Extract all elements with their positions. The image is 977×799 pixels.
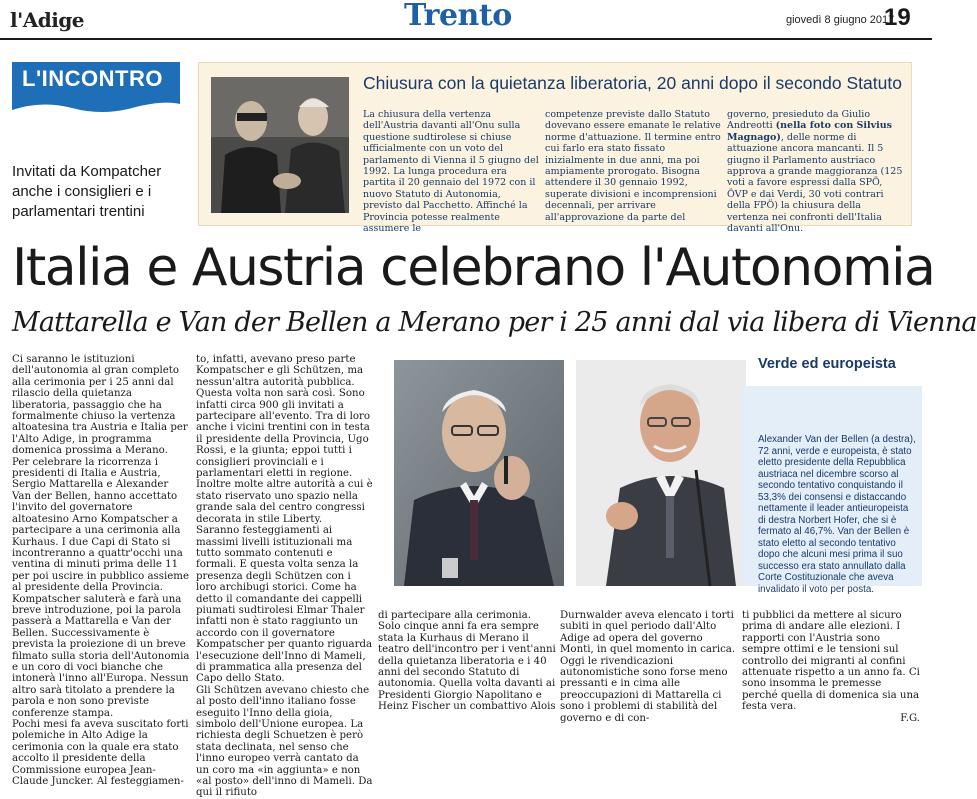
masthead (0, 0, 932, 38)
paragraph: Saranno festeggiamenti ai massimi livelli istituzionali ma tutto sommato contenuti e formali. E questa volta senza la presenza degli Schützen con i loro archibugi storici. Come ha detto il comandante dei cappelli piumati sudtirolesi Elmar Thaler infatti non è stato raggiunto un accordo con il governatore Kompatscher per quanto riguarda l'esecuzione dell'Inno di Mameli, di prammatica alla presenza del Capo dello Stato. (196, 525, 373, 685)
photo-illustration (211, 77, 349, 213)
body-column-5-text (742, 610, 920, 713)
header-rule (0, 38, 932, 40)
body-column-2 (196, 354, 374, 799)
wave-decoration (12, 98, 180, 118)
box-column-3 (727, 109, 903, 234)
paragraph: ti pubblici da mettere al sicuro prima di andare alle elezioni. I rapporti con l'Austria sono sempre ottimi e le tensioni sul controllo dei migranti al confini attenuate rispetto a un anno fa. Ci sono insomma le premesse perché quella di domenica sia una festa vera. (742, 610, 920, 713)
box-column-2: competenze previste dallo Statuto dovevano essere emanate le relative norme d'attuazione. Il termine entro cui farlo era stato fissato inizialmente in due anni, ma poi ampiamente prorogato. Bisogna attendere il 30 gennaio 1992, superate divisioni e incomprensioni decennali, per arrivare all'approvazione da parte del (545, 109, 721, 223)
section-label: L'INCONTRO (22, 66, 163, 91)
section-label-box (12, 62, 180, 118)
paragraph: Gli Schützen avevano chiesto che al posto dell'inno italiano fosse eseguito l'Inno della gioia, simbolo dell'Unione europea. La richiesta degli Schuetzen è però stata declinata, nel senso che l'inno europeo verrà cantato da un coro ma «in aggiunta» e non «al posto» dell'inno di Mameli. Da qui il rifiuto (196, 684, 373, 799)
paragraph: to, infatti, avevano preso parte Kompatscher e gli Schützen, ma nessun'altra autorità pubblica. Questa volta non sarà così. Sono infatti circa 900 gli invitati a partecipare all'evento. Tra di loro anche i vicini trentini con in testa il presidente della Provincia, Ugo Rossi, e la giunta; eppoi tutti i consiglieri provinciali e i parlamentari eletti in regione. Inoltre molte altre autorità a cui è stato riservato uno spazio nella grande sala del centro congressi decorata in stile Liberty. (196, 354, 373, 525)
author-signature: F.G. (900, 712, 920, 724)
side-headline: Invitati da Kompatcher anche i consiglieri e i parlamentari trentini (12, 163, 162, 220)
page-number: 19 (884, 4, 911, 31)
body-column-4 (560, 610, 738, 724)
paragraph: di partecipare alla cerimonia. (378, 610, 531, 621)
mattarella-photo (394, 360, 564, 586)
paper-name: l'Adige (10, 8, 85, 32)
caption-text: Alexander Van der Bellen (a destra), 72 anni, verde e europeista, è stato eletto presidente della Repubblica austriaca nel dicembre scorso al secondo tentativo conquistando il 53,3% dei consensi e distaccando nettamente il leader antieuropeista di destra Norbert Hofer, che si è fermato al 46,7%. Van der Bellen è stato eletto al secondo tentativo dopo che alcuni mesi prima il suo successo era stato annullato dalla Corte Costituzionale che aveva invalidato il voto per posta. (758, 434, 916, 595)
sub-headline: Mattarella e Van der Bellen a Merano per i 25 anni dal via libera di Vienna (12, 307, 977, 338)
body-column-1 (12, 354, 190, 787)
andreotti-magnago-photo (211, 77, 349, 213)
box-column-1: La chiusura della vertenza dell'Austria davanti all'Onu sulla questione sudtirolese si chiuse ufficialmente con un voto del parlamento di Vienna il 5 giugno del 1992. La lunga procedura era partita il 20 gennaio del 1972 con il nuovo Statuto di Autonomia, previsto dal Pacchetto. Affinché la Provincia potesse realmente assumere le (363, 109, 539, 235)
main-headline: Italia e Austria celebrano l'Autonomia (12, 238, 935, 298)
box-title: Chiusura con la quietanza liberatoria, 20 anni dopo il secondo Statuto (363, 73, 902, 93)
section-name: Trento (404, 0, 512, 33)
issue-date: giovedì 8 giugno 2017 (786, 14, 895, 26)
van-der-bellen-photo (576, 360, 746, 586)
paragraph: Pochi mesi fa aveva suscitato forti polemiche in Alto Adige la cerimonia con la quale era stato accolto il presidente della Commissione europea Jean-Claude Juncker. Al festeggiamen- (12, 719, 189, 788)
paragraph: Ci saranno le istituzioni dell'autonomia al gran completo alla cerimonia per i 25 anni dal rilascio della quietanza liberatoria, passaggio che ha formalmente chiuso la vertenza altoatesina tra Austria e Italia per l'Alto Adige, in programma domenica prossima a Merano. (12, 354, 188, 457)
paragraph: Solo cinque anni fa era sempre stata la Kurhaus di Merano il teatro dell'incontro per i vent'anni della quietanza liberatoria e i 40 anni del secondo Statuto di autonomia. Quella volta davanti ai Presidenti Giorgio Napolitano e Heinz Fischer un combattivo Alois (378, 621, 556, 713)
box-col3-photo-credit: (nella foto con Silvius Magnago) (727, 120, 893, 143)
paragraph: Durnwalder aveva elencato i torti subiti in quel periodo dall'Alto Adige ad opera del governo Monti, in quel momento in carica. Oggi le rivendicazioni autonomistiche sono forse meno pressanti e in cima alle preoccupazioni di Mattarella ci sono i problemi di stabilità del governo e di con- (560, 610, 736, 724)
box-col3-text-a: governo, presieduto da Giulio Andreotti (727, 109, 871, 132)
sidebar-box-article (198, 62, 912, 235)
caption-title: Verde ed europeista (758, 356, 896, 372)
photo-illustration-a (394, 360, 564, 586)
body-column-5 (742, 610, 920, 724)
body-column-3 (378, 610, 556, 713)
paragraph: Per celebrare la ricorrenza i presidenti di Italia e Austria, Sergio Mattarella e Alexander Van der Bellen, hanno accettato l'invito del governatore altoatesino Arno Kompatscher a partecipare a una cerimonia alla Kurhaus. I due Capi di Stato si incontreranno a quattr'occhi una ventina di minuti prima delle 11 per poi uscire in pubblico assieme al presidente della Provincia. Kompatscher saluterà e farà una breve introduzione, poi la parola passerà a Mattarella e Van der Bellen. Successivamente è prevista la proiezione di un breve filmato sulla storia dell'Autonomia e un coro di voci bianche che intonerà l'inno all'Europa. Nessun altro sarà titolato a prendere la parola e non sono previste conferenze stampa. (12, 456, 190, 719)
box-col3-text-b: , delle norme di attuazione ancora mancanti. Il 5 giugno il Parlamento austriaco approva a grande maggioranza (125 voti a favore espressi dalla SPÖ, ÖVP e dai Verdi, 30 voti contrari della FPÖ) la chiusura della vertenza nei confronti dell'Italia davanti all'Onu. (727, 131, 903, 235)
photo-illustration-b (576, 360, 746, 586)
